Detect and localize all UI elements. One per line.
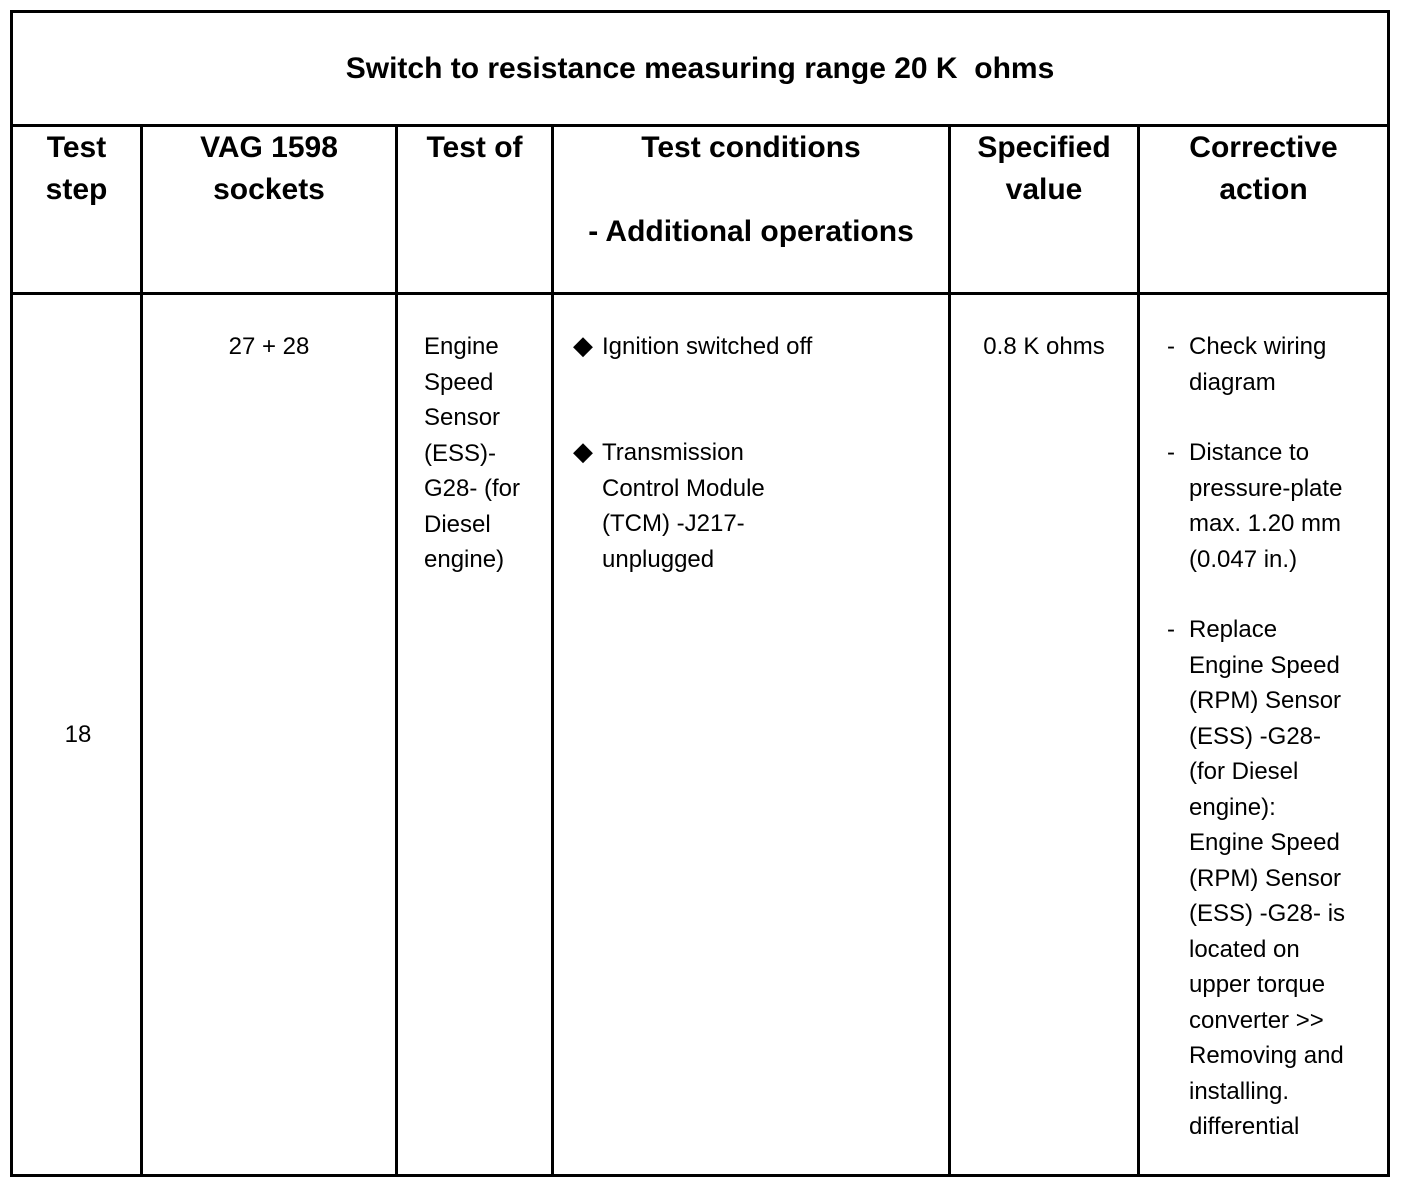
- col-divider-4: [948, 125, 951, 1174]
- table-title: Switch to resistance measuring range 20 K ohms: [345, 52, 1055, 85]
- diamond-bullet-icon: ◆: [573, 330, 593, 360]
- header-test-of: [398, 127, 551, 169]
- diamond-bullet-icon: ◆: [573, 436, 593, 466]
- col-divider-1: [140, 125, 143, 1174]
- cell-sockets: 27 + 28: [228, 333, 310, 360]
- header-conditions-line-3: - Additional operations: [588, 215, 914, 248]
- header-test-step: [13, 127, 140, 211]
- header-test-of-line-1: Test of: [426, 131, 523, 164]
- header-test-step-line-2: step: [45, 173, 108, 206]
- condition-text: Transmission Control Module (TCM) -J217- unplugged: [602, 439, 765, 573]
- header-specified: [951, 127, 1137, 211]
- action-text: Replace Engine Speed (RPM) Sensor (ESS) -G28- (for Diesel engine): Engine Speed (RPM) Sensor (ESS) -G28- is located on upper torque converter >> Removing and installing. differential: [1189, 616, 1346, 1140]
- dash-bullet-icon: -: [1167, 439, 1175, 466]
- cell-test-step: 18: [64, 721, 92, 748]
- header-sockets-line-2: sockets: [213, 173, 325, 206]
- resistance-test-table: [10, 10, 1390, 1177]
- header-divider: [13, 292, 1387, 295]
- condition-text: Ignition switched off: [602, 333, 813, 360]
- header-specified-line-1: Specified: [977, 131, 1111, 164]
- col-divider-3: [551, 125, 554, 1174]
- col-divider-2: [395, 125, 398, 1174]
- header-sockets-line-1: VAG 1598: [200, 131, 338, 164]
- header-sockets: [143, 127, 395, 211]
- header-specified-line-2: value: [1005, 173, 1083, 206]
- header-test-step-line-1: Test: [46, 131, 107, 164]
- header-corrective-line-2: action: [1219, 173, 1308, 206]
- dash-bullet-icon: -: [1167, 616, 1175, 643]
- col-divider-5: [1137, 125, 1140, 1174]
- header-conditions-line-1: Test conditions: [641, 131, 861, 164]
- cell-test-of: Engine Speed Sensor (ESS)- G28- (for Diesel engine): [424, 333, 521, 573]
- action-text: Distance to pressure-plate max. 1.20 mm (0.047 in.): [1189, 439, 1343, 573]
- header-conditions-line-2: [554, 169, 948, 211]
- dash-bullet-icon: -: [1167, 333, 1175, 360]
- action-text: Check wiring diagram: [1189, 333, 1327, 396]
- header-corrective-line-1: Corrective: [1189, 131, 1338, 164]
- header-conditions: [554, 127, 948, 253]
- header-corrective: [1140, 127, 1387, 211]
- cell-specified-value: 0.8 K ohms: [983, 333, 1105, 360]
